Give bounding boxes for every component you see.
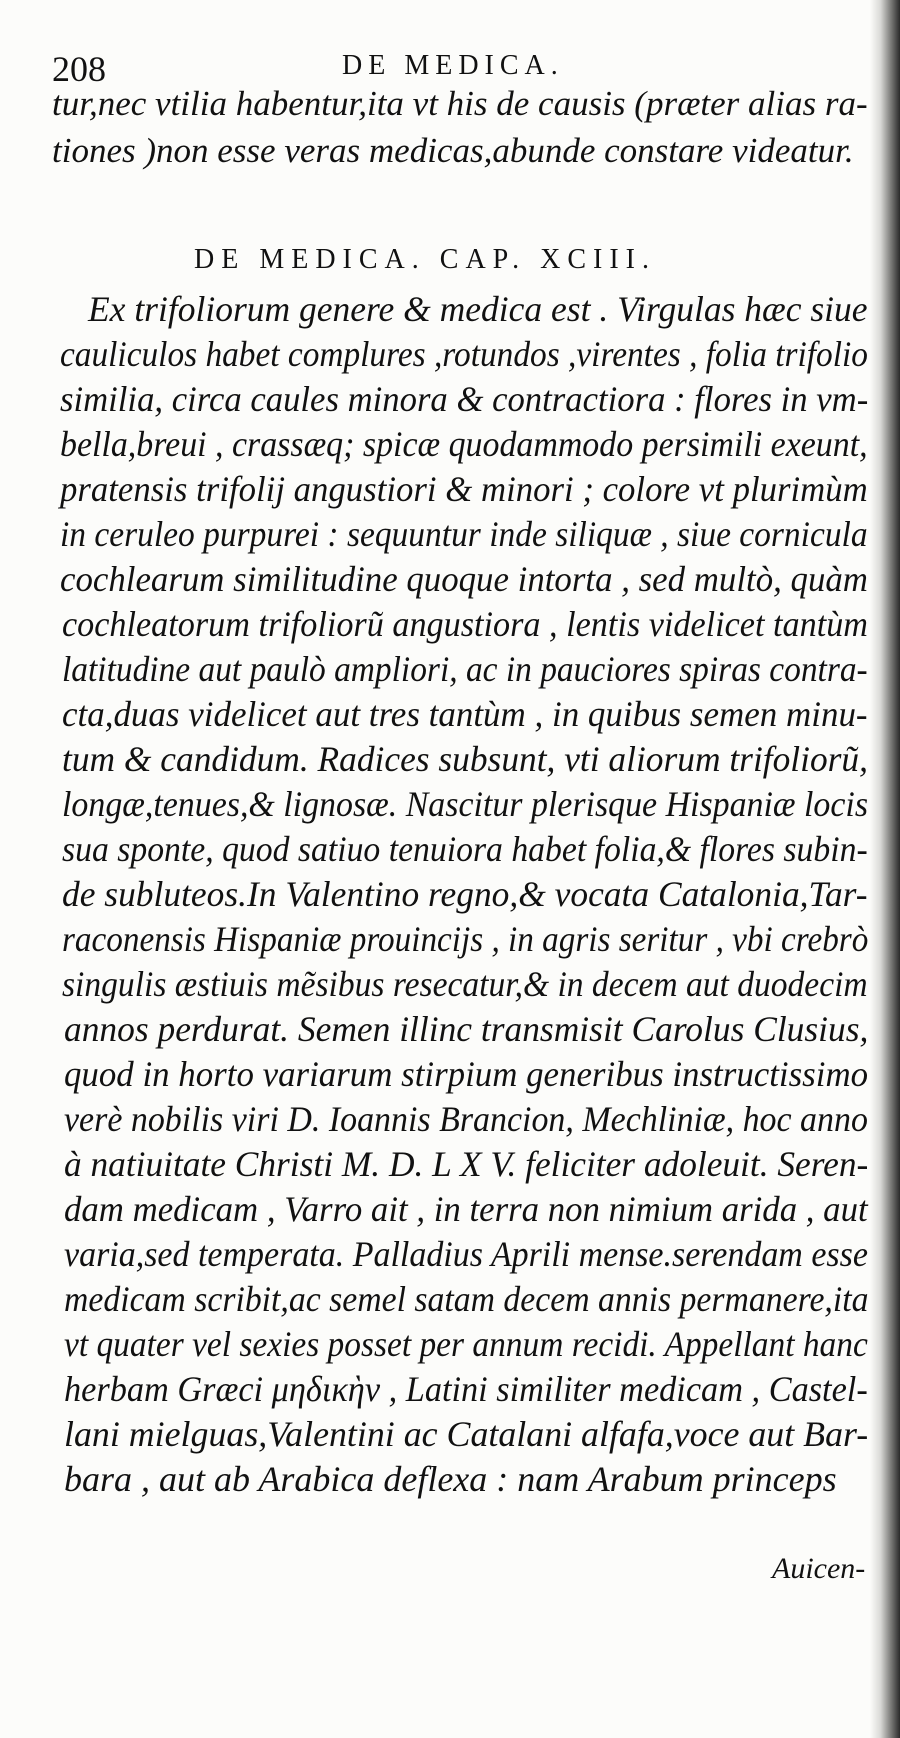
body-line: cta,duas videlicet aut tres tantùm , in quibus semen minu- — [62, 694, 868, 734]
body-line: de subluteos.In Valentino regno,& vocata Catalonia,Tar- — [62, 874, 868, 914]
page-number: 208 — [52, 49, 106, 89]
body-line: tum & candidum. Radices subsunt, vti aliorum trifoliorũ, — [62, 739, 868, 779]
continuation-line: tiones )non esse veras medicas,abunde constare videatur. — [52, 131, 854, 170]
body-line: varia,sed temperata. Palladius Aprili mense.serendam esse — [64, 1234, 868, 1274]
continuation-line: tur,nec vtilia habentur,ita vt his de causis (præter alias ra- — [52, 84, 868, 123]
running-head: DE MEDICA. — [342, 50, 564, 81]
body-line: cochlearum similitudine quoque intorta , sed multò, quàm — [60, 559, 868, 599]
body-line: cauliculos habet complures ,rotundos ,virentes , folia trifolio — [60, 334, 868, 374]
body-line: sua sponte, quod satiuo tenuiora habet folia,& flores subin- — [62, 829, 868, 869]
body-line: cochleatorum trifoliorũ angustiora , lentis videlicet tantùm — [62, 604, 868, 644]
body-line: herbam Græci μηδικὴν , Latini similiter medicam , Castel- — [64, 1369, 868, 1409]
body-line: dam medicam , Varro ait , in terra non nimium arida , aut — [64, 1189, 868, 1229]
body-line: bara , aut ab Arabica deflexa : nam Arabum princeps — [64, 1459, 837, 1499]
body-line: verè nobilis viri D. Ioannis Brancion, Mechliniæ, hoc anno — [64, 1099, 868, 1139]
body-line: singulis æstiuis mẽsibus resecatur,& in decem aut duodecim — [62, 964, 868, 1004]
body-line: similia, circa caules minora & contractiora : flores in vm- — [60, 379, 869, 419]
body-line: longæ,tenues,& lignosæ. Nascitur plerisque Hispaniæ locis — [62, 784, 869, 824]
body-line: in ceruleo purpurei : sequuntur inde siliquæ , siue cornicula — [60, 514, 868, 554]
body-line: à natiuitate Christi M. D. L X V. feliciter adoleuit. Seren- — [64, 1144, 869, 1184]
chapter-title: DE MEDICA. CAP. XCIII. — [194, 244, 656, 275]
body-line: vt quater vel sexies posset per annum recidi. Appellant hanc — [64, 1324, 868, 1364]
page-gutter-shadow — [870, 0, 900, 1738]
body-line: pratensis trifolij angustiori & minori ; colore vt plurimùm — [60, 469, 868, 509]
body-line: annos perdurat. Semen illinc transmisit Carolus Clusius, — [64, 1009, 869, 1049]
body-line: lani mielguas,Valentini ac Catalani alfafa,voce aut Bar- — [64, 1414, 869, 1454]
body-line: latitudine aut paulò ampliori, ac in pauciores spiras contra- — [62, 649, 868, 689]
body-line: Ex trifoliorum genere & medica est . Virgulas hæc siue — [88, 289, 868, 329]
catchword: Auicen- — [772, 1552, 866, 1585]
body-line: raconensis Hispaniæ prouincijs , in agris seritur , vbi crebrò — [62, 919, 869, 959]
body-line: medicam scribit,ac semel satam decem annis permanere,ita — [64, 1279, 869, 1319]
body-line: quod in horto variarum stirpium generibus instructissimo — [64, 1054, 869, 1094]
body-line: bella,breui , crassæq; spicæ quodammodo persimili exeunt, — [60, 424, 868, 464]
